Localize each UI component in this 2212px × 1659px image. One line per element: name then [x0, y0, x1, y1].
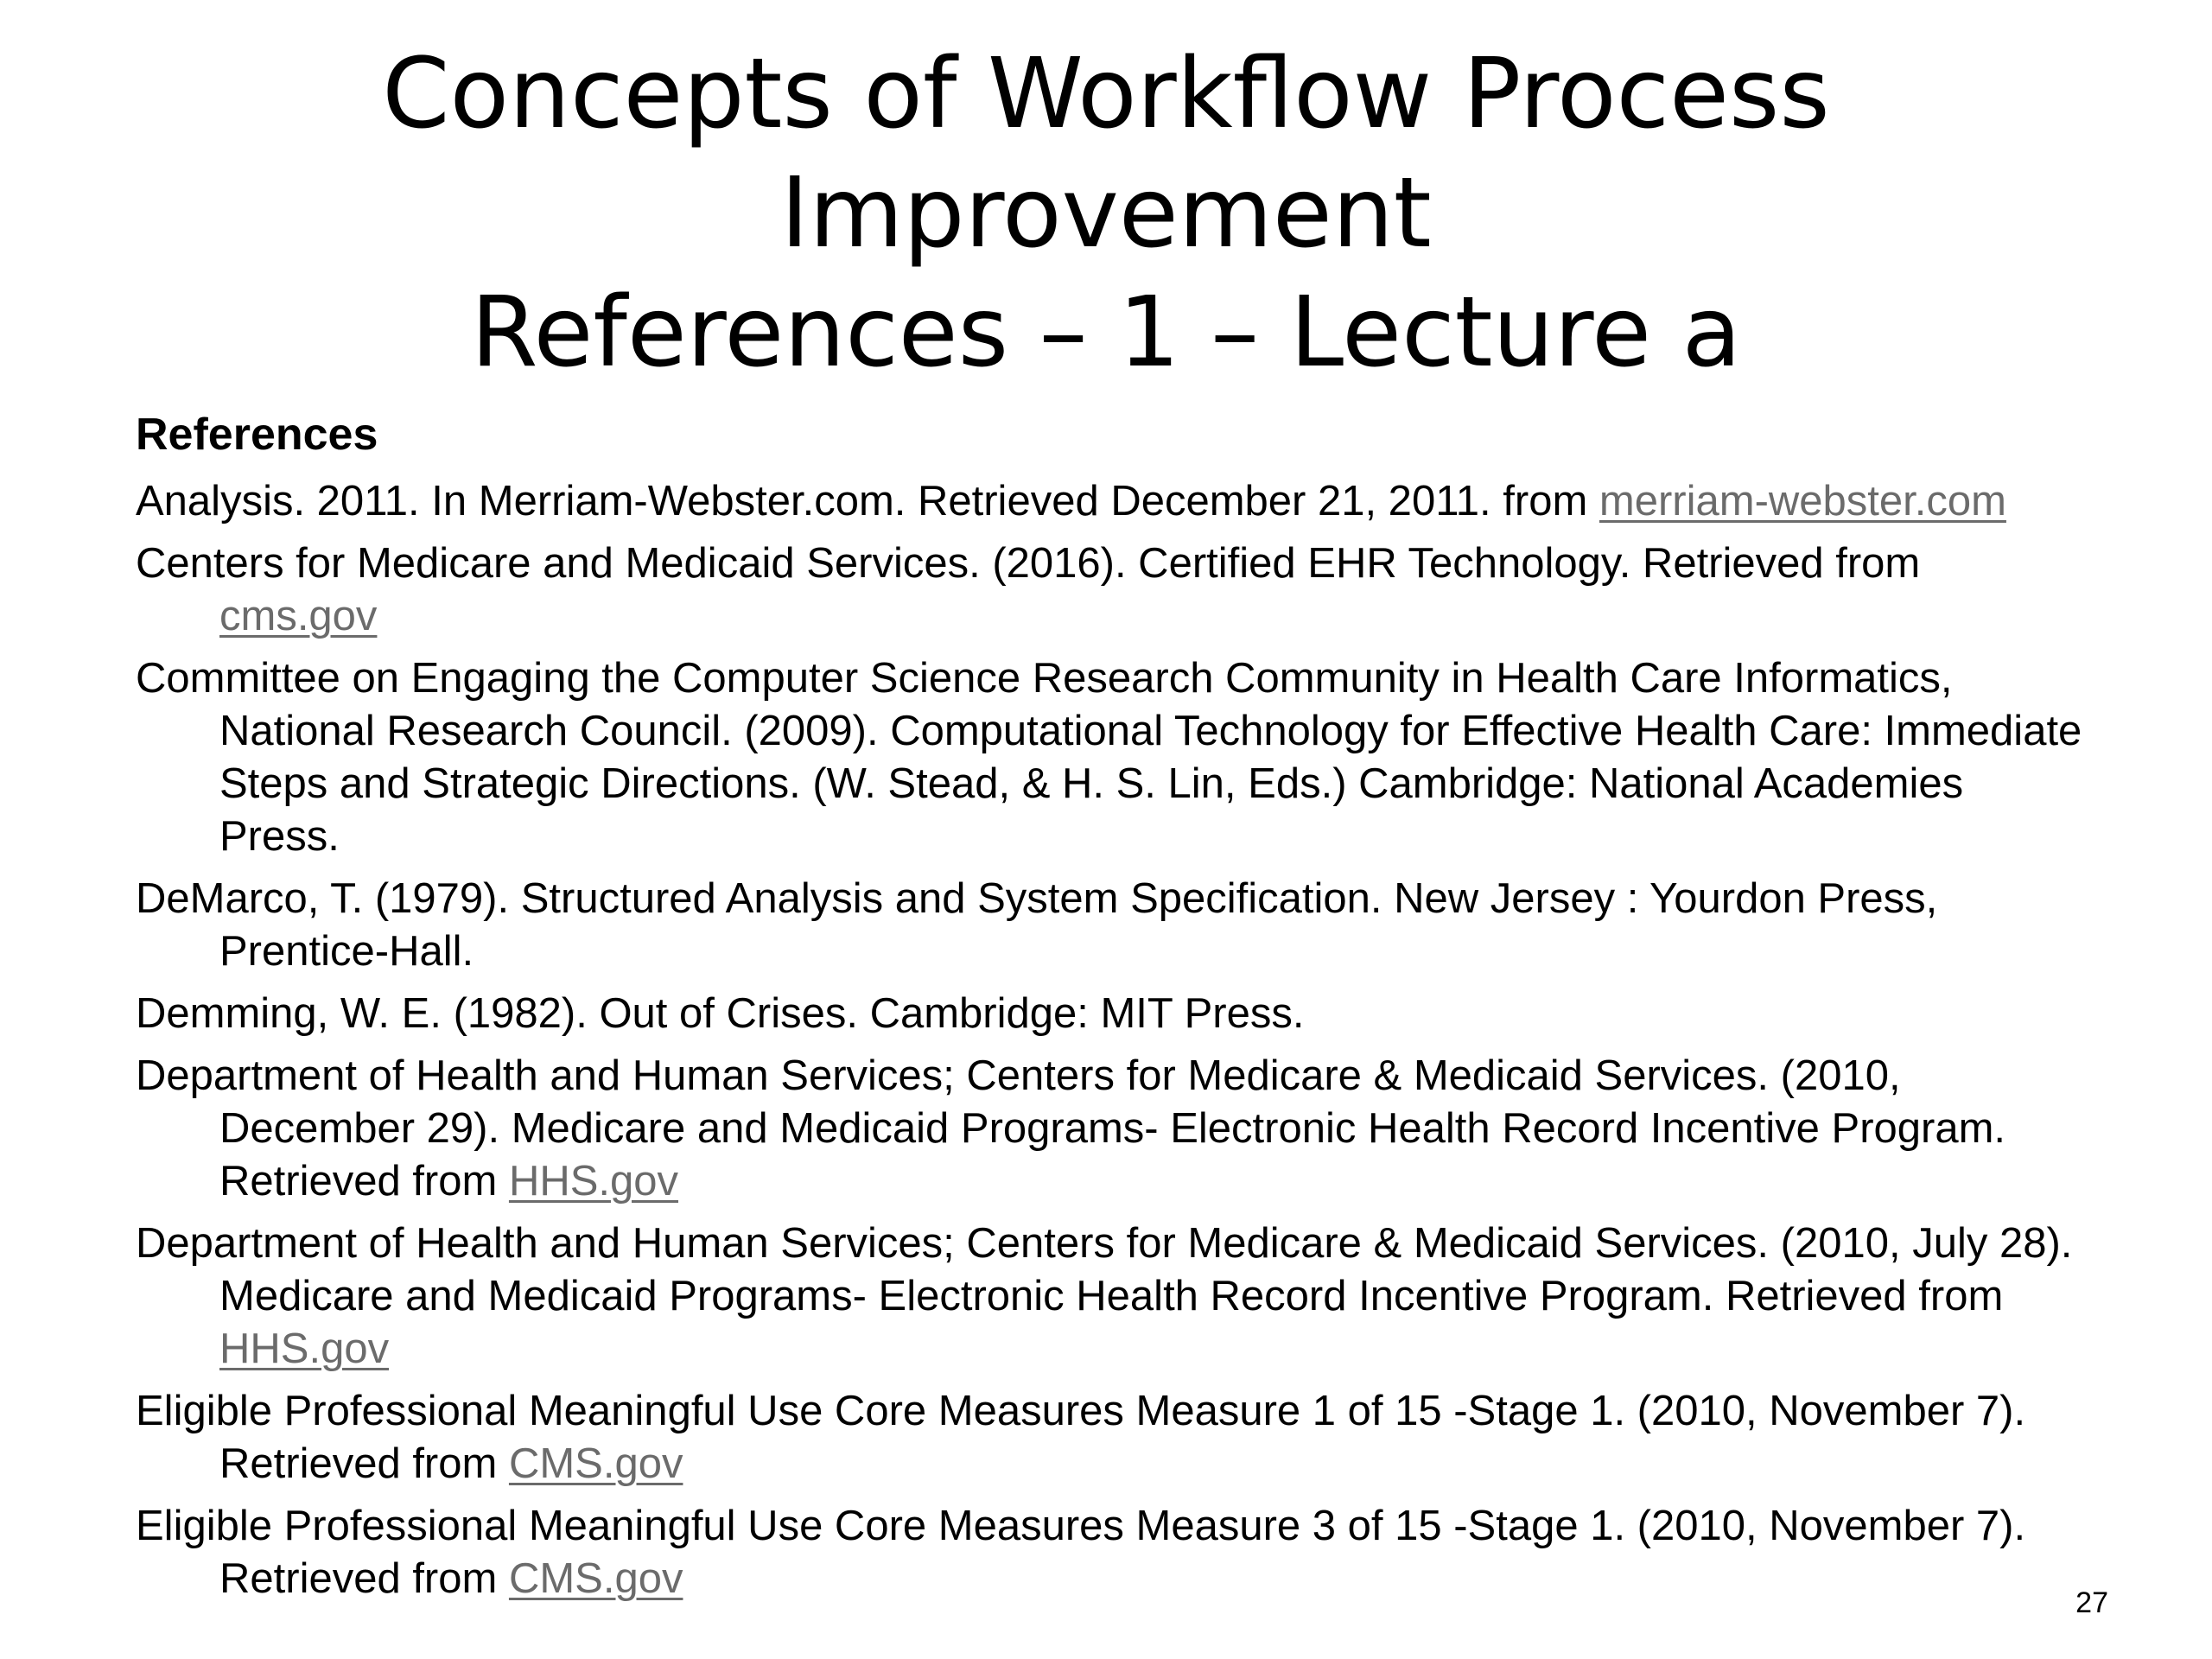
- reference-text: Eligible Professional Meaningful Use Core Measures Measure 1 of 15 -Stage 1. (2010, November 7). Retrieved from: [136, 1388, 2026, 1487]
- reference-item: [136, 1500, 2088, 1605]
- reference-text: Committee on Engaging the Computer Science Research Community in Health Care Informatics, National Research Council. (2009). Computational Technology for Effective Health Care: Immediate Steps and Strategic Directions. (W. Stead, & H. S. Lin, Eds.) Cambridge: National Academies Press.: [136, 655, 2082, 860]
- reference-text: Department of Health and Human Services; Centers for Medicare & Medicaid Services. (2010, December 29). Medicare and Medicaid Programs- Electronic Health Record Incentive Program. Retrieved from: [136, 1052, 2006, 1205]
- reference-item: [136, 537, 2088, 643]
- title-line-1: Concepts of Workflow Process: [382, 38, 1830, 150]
- references-heading: References: [136, 410, 378, 460]
- reference-link[interactable]: CMS.gov: [508, 1440, 683, 1487]
- reference-item: [136, 475, 2088, 528]
- reference-text: Demming, W. E. (1982). Out of Crises. Cambridge: MIT Press.: [136, 990, 1305, 1037]
- reference-item: [136, 988, 2088, 1040]
- page-number: 27: [2075, 1586, 2108, 1619]
- reference-item: [136, 1385, 2088, 1491]
- references-section: [136, 404, 2088, 1615]
- reference-link[interactable]: cms.gov: [219, 593, 378, 639]
- reference-text: Analysis. 2011. In Merriam-Webster.com. Retrieved December 21, 2011. from: [136, 478, 1599, 524]
- reference-item: [136, 1050, 2088, 1208]
- reference-item: [136, 1217, 2088, 1376]
- slide-title: [0, 35, 2212, 392]
- reference-text: DeMarco, T. (1979). Structured Analysis and System Specification. New Jersey : Yourdon Press, Prentice-Hall.: [136, 875, 1938, 975]
- reference-item: [136, 873, 2088, 978]
- reference-item: [136, 652, 2088, 863]
- reference-link[interactable]: HHS.gov: [219, 1325, 390, 1372]
- reference-text: Eligible Professional Meaningful Use Core Measures Measure 3 of 15 -Stage 1. (2010, November 7). Retrieved from: [136, 1503, 2026, 1602]
- reference-link[interactable]: HHS.gov: [508, 1158, 679, 1205]
- reference-link[interactable]: merriam-webster.com: [1599, 478, 2006, 524]
- reference-list: [136, 475, 2088, 1605]
- title-line-3: References – 1 – Lecture a: [470, 276, 1742, 389]
- reference-text: Centers for Medicare and Medicaid Services. (2016). Certified EHR Technology. Retrieved from: [136, 540, 1921, 587]
- reference-link[interactable]: CMS.gov: [508, 1555, 683, 1602]
- reference-text: Department of Health and Human Services; Centers for Medicare & Medicaid Services. (2010, July 28). Medicare and Medicaid Programs- Electronic Health Record Incentive Program. Retrieved from: [136, 1220, 2073, 1319]
- title-line-2: Improvement: [780, 157, 1432, 270]
